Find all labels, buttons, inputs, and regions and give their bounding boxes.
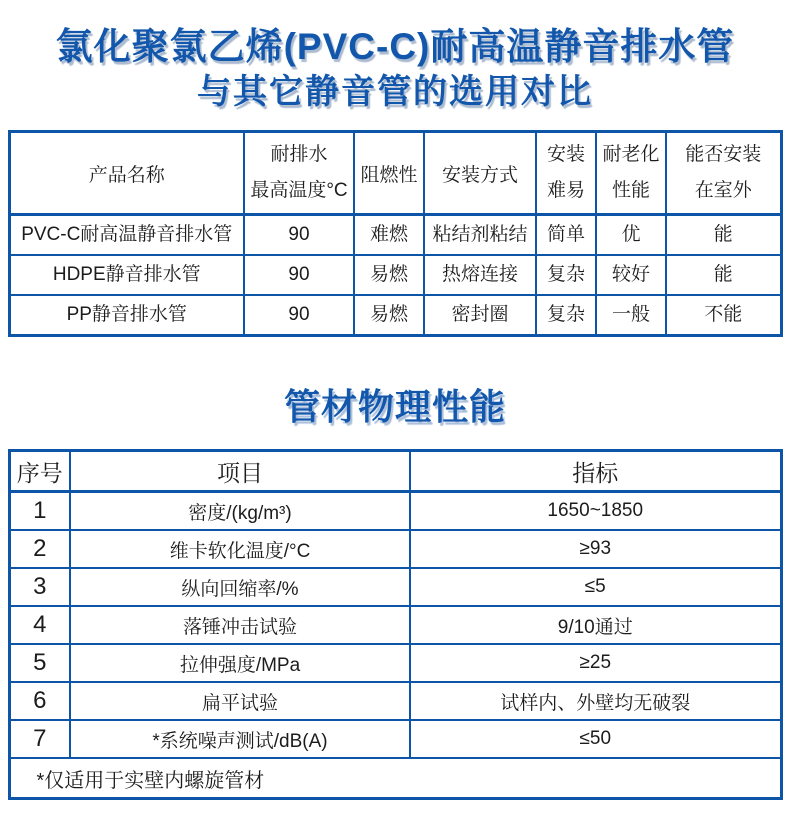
cell-outdoor: 能 xyxy=(666,215,781,256)
col-header-spec: 指标 xyxy=(410,451,781,492)
cell-no: 2 xyxy=(9,530,70,568)
cell-outdoor: 能 xyxy=(666,255,781,295)
col-header-aging xyxy=(596,132,666,215)
cell-spec: ≤50 xyxy=(410,720,781,758)
footnote-text: *仅适用于实壁内螺旋管材 xyxy=(9,758,781,799)
col-header-max-temp-line2: 最高温度°C xyxy=(250,180,348,201)
col-header-outdoor xyxy=(666,132,781,215)
physical-header-row xyxy=(9,451,781,492)
cell-item: 拉伸强度/MPa xyxy=(70,644,410,682)
page-title-line2: 与其它静音管的选用对比 xyxy=(197,73,593,111)
cell-outdoor: 不能 xyxy=(666,295,781,336)
cell-no: 7 xyxy=(9,720,70,758)
table-row-impact xyxy=(9,606,781,644)
cell-product: HDPE静音排水管 xyxy=(9,255,244,295)
cell-no: 6 xyxy=(9,682,70,720)
col-header-max-temp-line1: 耐排水 xyxy=(270,144,328,165)
comparison-table xyxy=(8,130,783,337)
col-header-difficulty-line2: 难易 xyxy=(546,180,585,201)
cell-spec: 试样内、外壁均无破裂 xyxy=(410,682,781,720)
page-title xyxy=(0,24,790,114)
cell-spec: 1650~1850 xyxy=(410,492,781,531)
cell-flame: 易燃 xyxy=(354,295,424,336)
cell-max-temp: 90 xyxy=(244,295,354,336)
cell-no: 3 xyxy=(9,568,70,606)
table-row-pp xyxy=(9,295,781,336)
cell-spec: 9/10通过 xyxy=(410,606,781,644)
cell-spec: ≥93 xyxy=(410,530,781,568)
table-row-noise xyxy=(9,720,781,758)
col-header-max-temp xyxy=(244,132,354,215)
page-title-line1: 氯化聚氯乙烯(PVC-C)耐高温静音排水管 xyxy=(55,26,735,67)
col-header-no: 序号 xyxy=(9,451,70,492)
section-title-physical-properties: 管材物理性能 xyxy=(283,386,506,427)
cell-flame: 易燃 xyxy=(354,255,424,295)
col-header-difficulty-line1: 安装 xyxy=(546,144,585,165)
col-header-install: 安装方式 xyxy=(424,132,536,215)
cell-product: PVC-C耐高温静音排水管 xyxy=(9,215,244,256)
cell-item: 密度/(kg/m³) xyxy=(70,492,410,531)
table-row-tensile xyxy=(9,644,781,682)
cell-aging: 优 xyxy=(596,215,666,256)
cell-no: 4 xyxy=(9,606,70,644)
col-header-aging-line1: 耐老化 xyxy=(602,144,660,165)
cell-max-temp: 90 xyxy=(244,255,354,295)
cell-item: 落锤冲击试验 xyxy=(70,606,410,644)
cell-install: 密封圈 xyxy=(424,295,536,336)
cell-difficulty: 复杂 xyxy=(536,295,596,336)
cell-no: 5 xyxy=(9,644,70,682)
cell-install: 热熔连接 xyxy=(424,255,536,295)
cell-item: 扁平试验 xyxy=(70,682,410,720)
comparison-header-row xyxy=(9,132,781,215)
table-row-vicat xyxy=(9,530,781,568)
cell-spec: ≤5 xyxy=(410,568,781,606)
table-row-density xyxy=(9,492,781,531)
col-header-outdoor-line1: 能否安装 xyxy=(685,144,762,165)
table-row-pvcc xyxy=(9,215,781,256)
col-header-outdoor-line2: 在室外 xyxy=(694,180,752,201)
physical-properties-table xyxy=(8,449,783,800)
cell-item: *系统噪声测试/dB(A) xyxy=(70,720,410,758)
cell-difficulty: 简单 xyxy=(536,215,596,256)
cell-max-temp: 90 xyxy=(244,215,354,256)
cell-install: 粘结剂粘结 xyxy=(424,215,536,256)
col-header-flame: 阻燃性 xyxy=(354,132,424,215)
table-row-shrinkage xyxy=(9,568,781,606)
cell-aging: 较好 xyxy=(596,255,666,295)
col-header-item: 项目 xyxy=(70,451,410,492)
table-footnote-row xyxy=(9,758,781,799)
table-row-hdpe xyxy=(9,255,781,295)
cell-no: 1 xyxy=(9,492,70,531)
col-header-aging-line2: 性能 xyxy=(611,180,650,201)
cell-aging: 一般 xyxy=(596,295,666,336)
cell-flame: 难燃 xyxy=(354,215,424,256)
cell-item: 纵向回缩率/% xyxy=(70,568,410,606)
cell-spec: ≥25 xyxy=(410,644,781,682)
cell-difficulty: 复杂 xyxy=(536,255,596,295)
table-row-flattening xyxy=(9,682,781,720)
col-header-difficulty xyxy=(536,132,596,215)
cell-item: 维卡软化温度/°C xyxy=(70,530,410,568)
col-header-product: 产品名称 xyxy=(9,132,244,215)
cell-product: PP静音排水管 xyxy=(9,295,244,336)
